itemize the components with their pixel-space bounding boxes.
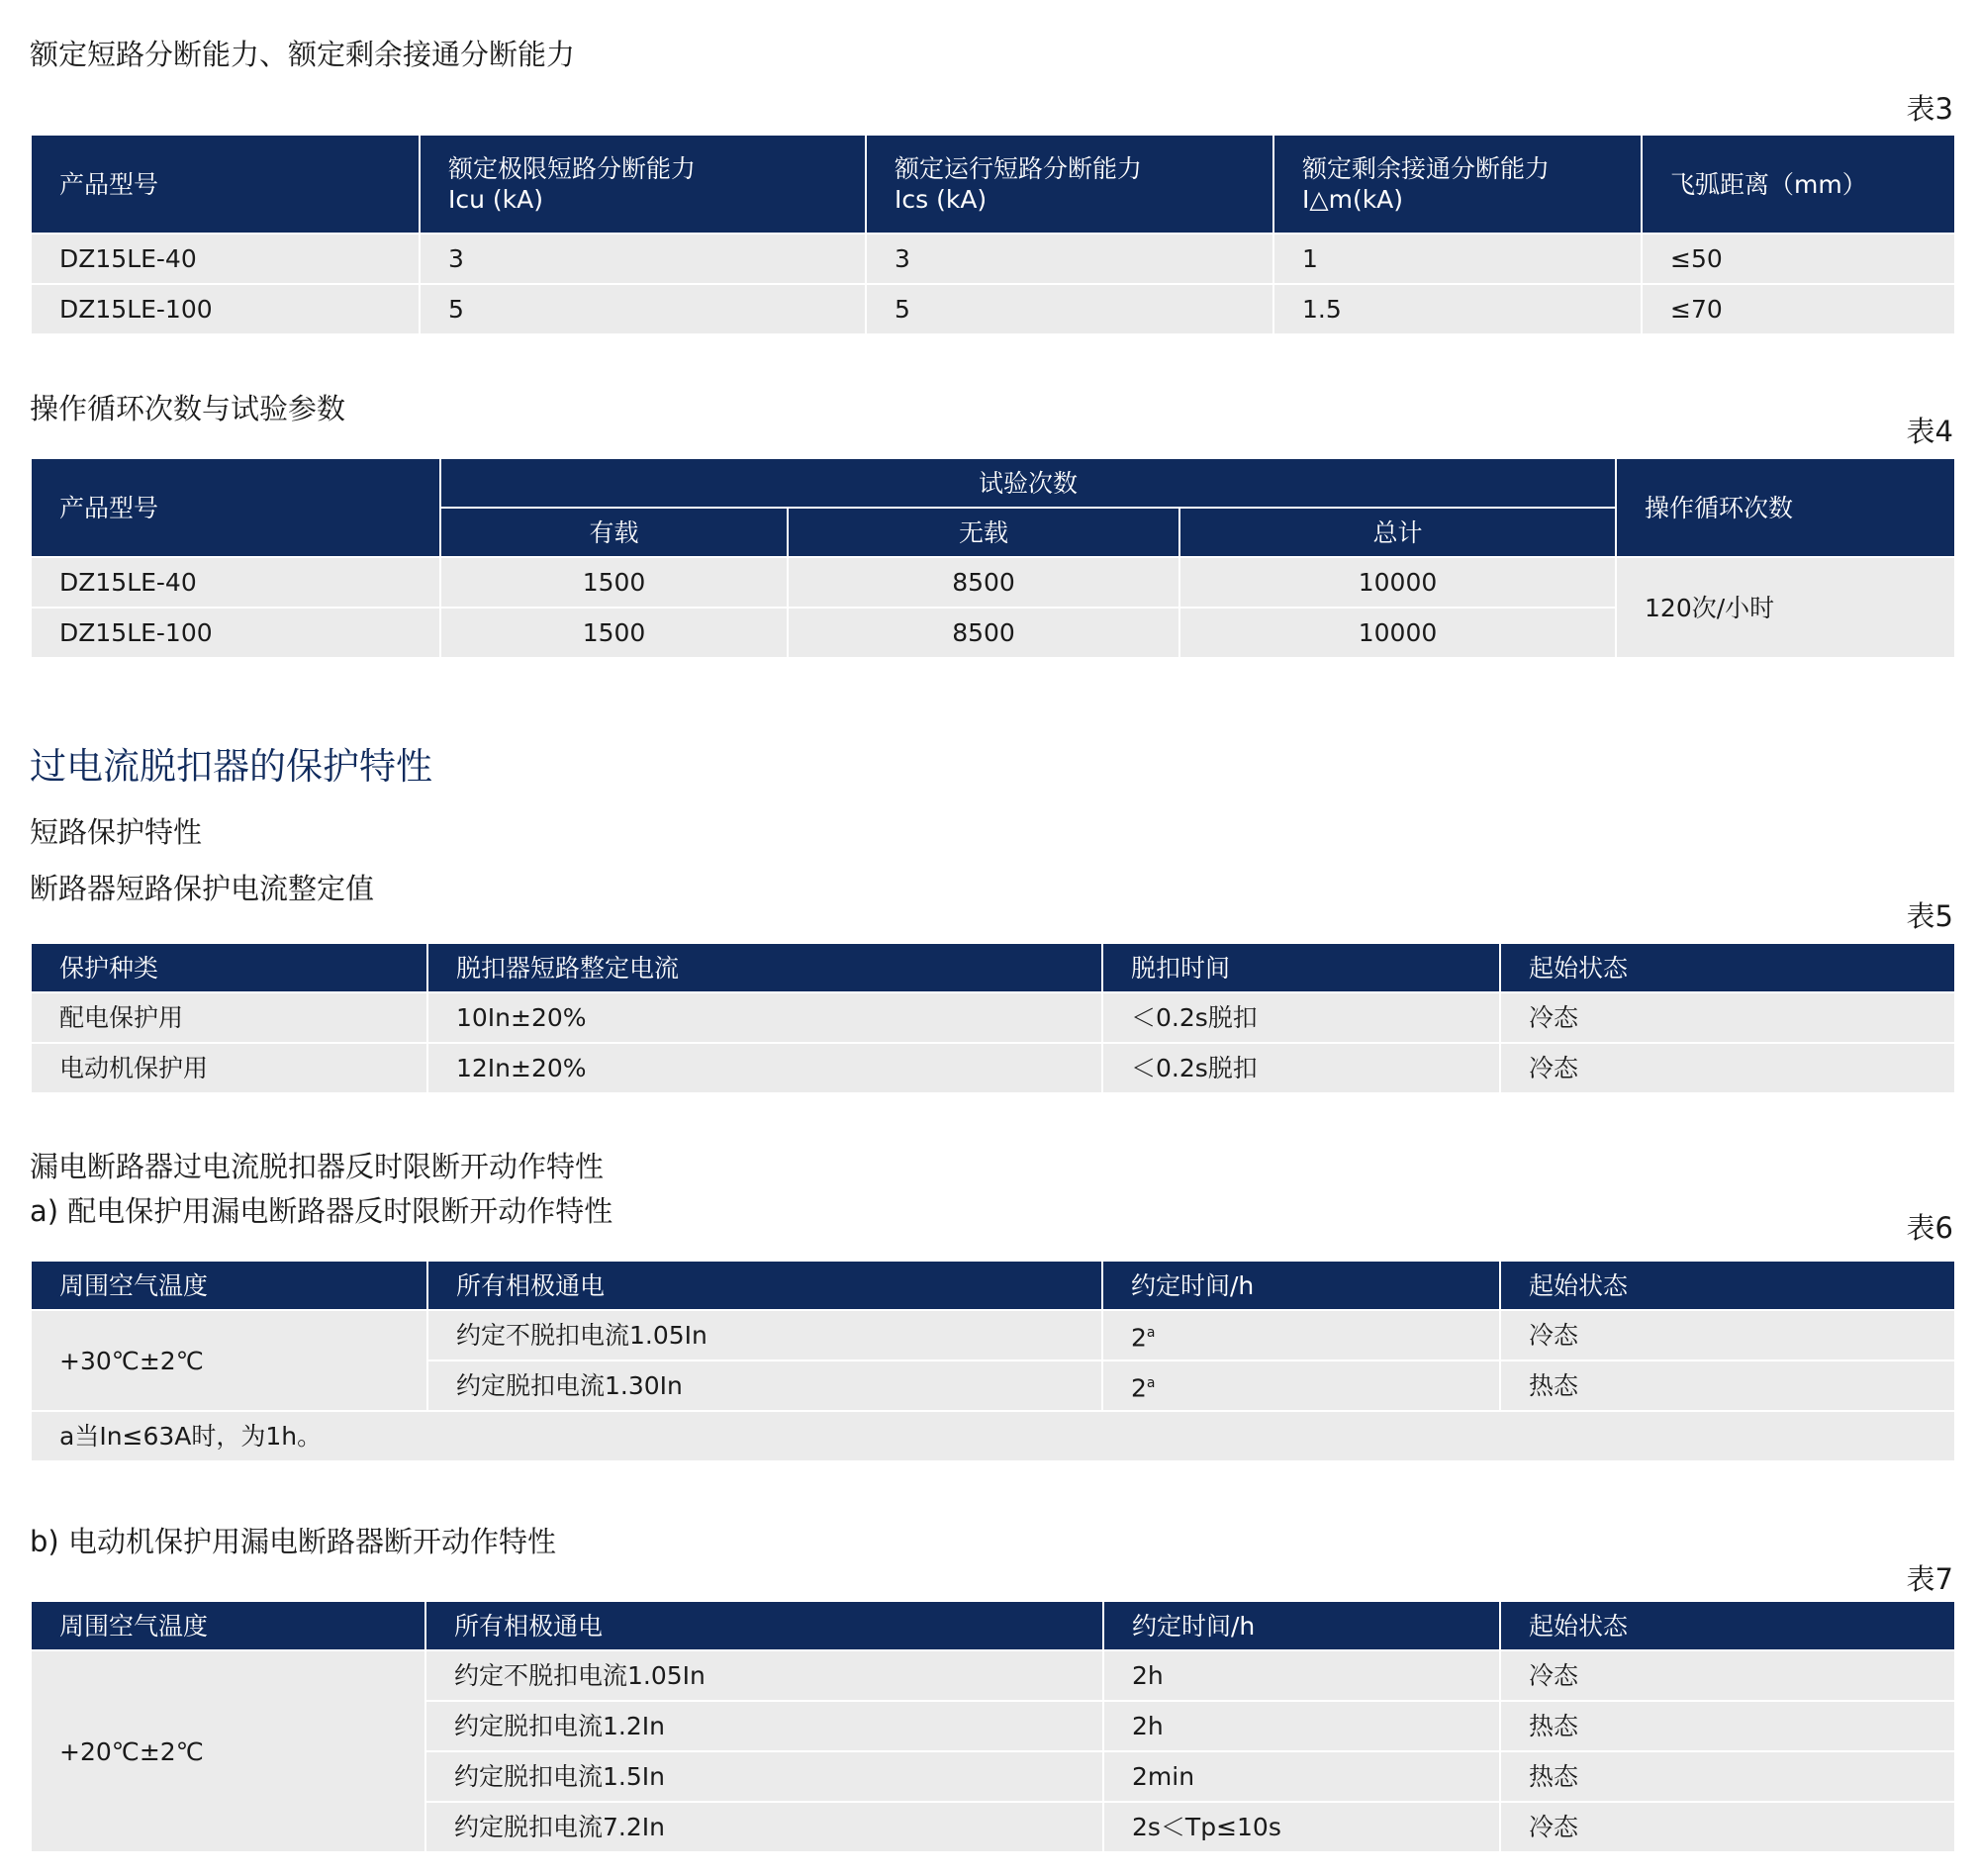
header-cell: 操作循环次数 bbox=[1616, 458, 1955, 557]
table-number-6: 表6 bbox=[1906, 1211, 1953, 1245]
heading-distribution-inverse-time: a) 配电保护用漏电断路器反时限断开动作特性 bbox=[30, 1194, 613, 1228]
cell-unloaded: 8500 bbox=[788, 557, 1179, 608]
cell-time: 2min bbox=[1103, 1751, 1500, 1802]
cell-cycles: 120次/小时 bbox=[1616, 557, 1955, 658]
cell-temperature: +20℃±2℃ bbox=[31, 1650, 425, 1852]
cell-initial-state: 冷态 bbox=[1500, 1802, 1955, 1852]
cell-current: 约定脱扣电流1.30In bbox=[427, 1360, 1102, 1411]
header-cell: 有载 bbox=[440, 508, 788, 557]
header-cell: 产品型号 bbox=[31, 458, 440, 557]
header-cell: 保护种类 bbox=[31, 943, 427, 992]
cell-arc: ≤70 bbox=[1642, 284, 1955, 334]
table-footnote: a当In≤63A时，为1h。 bbox=[31, 1411, 1955, 1461]
header-cell: 起始状态 bbox=[1500, 1261, 1955, 1310]
cell-ics: 5 bbox=[866, 284, 1273, 334]
cell-loaded: 1500 bbox=[440, 608, 788, 658]
cell-time: 2$^a$ bbox=[1102, 1360, 1500, 1411]
table-number-7: 表7 bbox=[1906, 1562, 1953, 1596]
cell-icu: 3 bbox=[420, 234, 866, 284]
header-cell: 脱扣器短路整定电流 bbox=[427, 943, 1102, 992]
header-cell: 总计 bbox=[1179, 508, 1616, 557]
heading-inverse-time: 漏电断路器过电流脱扣器反时限断开动作特性 bbox=[30, 1150, 605, 1183]
table-row bbox=[31, 1043, 1955, 1093]
table-number-5: 表5 bbox=[1906, 899, 1953, 933]
cell-model: DZ15LE-40 bbox=[31, 557, 440, 608]
heading-motor-protection: b) 电动机保护用漏电断路器断开动作特性 bbox=[30, 1525, 556, 1558]
header-cell: 额定剩余接通分断能力 I△m(kA) bbox=[1273, 135, 1642, 234]
header-cell: 脱扣时间 bbox=[1102, 943, 1500, 992]
cell-setting-current: 10In±20% bbox=[427, 992, 1102, 1043]
cell-total: 10000 bbox=[1179, 608, 1616, 658]
header-cell: 周围空气温度 bbox=[31, 1601, 425, 1650]
cell-initial-state: 热态 bbox=[1500, 1701, 1955, 1751]
table-row bbox=[31, 557, 1955, 608]
table-row bbox=[31, 1310, 1955, 1360]
heading-short-circuit-setting: 断路器短路保护电流整定值 bbox=[30, 872, 375, 905]
cell-trip-time: ＜0.2s脱扣 bbox=[1102, 992, 1500, 1043]
footnote-marker: a bbox=[1146, 1374, 1156, 1391]
cell-initial-state: 冷态 bbox=[1500, 992, 1955, 1043]
header-cell: 约定时间/h bbox=[1103, 1601, 1500, 1650]
cell-idm: 1 bbox=[1273, 234, 1642, 284]
cell-current: 约定脱扣电流7.2In bbox=[425, 1802, 1103, 1852]
table-distribution-inverse-time bbox=[30, 1260, 1956, 1462]
table-header-row bbox=[31, 943, 1955, 992]
cell-time: 2$^a$ bbox=[1102, 1310, 1500, 1360]
cell-arc: ≤50 bbox=[1642, 234, 1955, 284]
header-cell: 起始状态 bbox=[1500, 1601, 1955, 1650]
cell-total: 10000 bbox=[1179, 557, 1616, 608]
header-cell: 周围空气温度 bbox=[31, 1261, 427, 1310]
header-cell: 额定极限短路分断能力 Icu (kA) bbox=[420, 135, 866, 234]
table-operating-cycles bbox=[30, 457, 1956, 659]
table-header-row bbox=[31, 1601, 1955, 1650]
footnote-marker: a bbox=[1146, 1324, 1156, 1341]
cell-setting-current: 12In±20% bbox=[427, 1043, 1102, 1093]
table-number-4: 表4 bbox=[1906, 415, 1953, 448]
table-header-row bbox=[31, 1261, 1955, 1310]
header-cell: 所有相极通电 bbox=[427, 1261, 1102, 1310]
header-cell: 无载 bbox=[788, 508, 1179, 557]
cell-trip-time: ＜0.2s脱扣 bbox=[1102, 1043, 1500, 1093]
table-number-3: 表3 bbox=[1906, 92, 1953, 126]
header-cell: 产品型号 bbox=[31, 135, 420, 234]
header-cell: 飞弧距离（mm） bbox=[1642, 135, 1955, 234]
table-row bbox=[31, 284, 1955, 334]
table-header-row bbox=[31, 458, 1955, 508]
cell-current: 约定脱扣电流1.5In bbox=[425, 1751, 1103, 1802]
header-cell: 试验次数 bbox=[440, 458, 1616, 508]
cell-protection-type: 电动机保护用 bbox=[31, 1043, 427, 1093]
cell-loaded: 1500 bbox=[440, 557, 788, 608]
header-cell: 所有相极通电 bbox=[425, 1601, 1103, 1650]
table-note-row bbox=[31, 1411, 1955, 1461]
cell-unloaded: 8500 bbox=[788, 608, 1179, 658]
table-breaking-capacity bbox=[30, 134, 1956, 335]
cell-initial-state: 冷态 bbox=[1500, 1043, 1955, 1093]
header-cell: 约定时间/h bbox=[1102, 1261, 1500, 1310]
header-cell: 起始状态 bbox=[1500, 943, 1955, 992]
cell-temperature: +30℃±2℃ bbox=[31, 1310, 427, 1411]
table-row bbox=[31, 1650, 1955, 1701]
table-row bbox=[31, 992, 1955, 1043]
cell-initial-state: 热态 bbox=[1500, 1360, 1955, 1411]
header-cell: 额定运行短路分断能力 Ics (kA) bbox=[866, 135, 1273, 234]
heading-operating-cycles: 操作循环次数与试验参数 bbox=[30, 392, 346, 425]
cell-time: 2s＜Tp≤10s bbox=[1103, 1802, 1500, 1852]
table-row bbox=[31, 234, 1955, 284]
cell-current: 约定不脱扣电流1.05In bbox=[427, 1310, 1102, 1360]
cell-time: 2h bbox=[1103, 1701, 1500, 1751]
cell-model: DZ15LE-40 bbox=[31, 234, 420, 284]
cell-idm: 1.5 bbox=[1273, 284, 1642, 334]
cell-initial-state: 热态 bbox=[1500, 1751, 1955, 1802]
cell-current: 约定脱扣电流1.2In bbox=[425, 1701, 1103, 1751]
cell-protection-type: 配电保护用 bbox=[31, 992, 427, 1043]
cell-time: 2h bbox=[1103, 1650, 1500, 1701]
cell-initial-state: 冷态 bbox=[1500, 1310, 1955, 1360]
cell-ics: 3 bbox=[866, 234, 1273, 284]
section-title-protection: 过电流脱扣器的保护特性 bbox=[30, 745, 432, 788]
table-header-row bbox=[31, 135, 1955, 234]
cell-icu: 5 bbox=[420, 284, 866, 334]
cell-model: DZ15LE-100 bbox=[31, 284, 420, 334]
cell-initial-state: 冷态 bbox=[1500, 1650, 1955, 1701]
table-motor-protection bbox=[30, 1600, 1956, 1853]
table-short-circuit-setting bbox=[30, 942, 1956, 1094]
cell-current: 约定不脱扣电流1.05In bbox=[425, 1650, 1103, 1701]
heading-breaking-capacity: 额定短路分断能力、额定剩余接通分断能力 bbox=[30, 38, 576, 71]
heading-short-circuit: 短路保护特性 bbox=[30, 815, 203, 849]
cell-model: DZ15LE-100 bbox=[31, 608, 440, 658]
